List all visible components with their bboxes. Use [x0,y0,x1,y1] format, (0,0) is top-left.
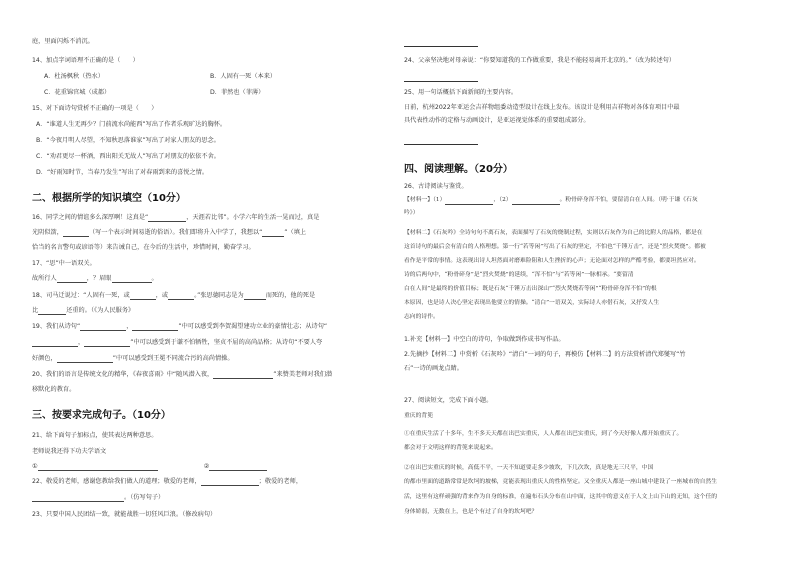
q16-line-1: 16、同学之间的情谊多么深厚啊！这真是“ ，天涯若比邻”。小学六年的生活一晃而过，真是 [32,214,320,221]
q18-blank-2[interactable] [168,293,194,300]
q23-line-1: 23、只要中国人民团结一致，就能战胜一切狂风巨浪。（修改病句） [32,511,217,518]
q21-blank-1[interactable] [38,464,158,471]
q27-line-1: 27、阅读短文，完成下面小题。 [404,397,493,404]
q20-line-1: 20、我们的语言是传统文化的精华，《春夜喜雨》中“随风潜入夜， ”来赞美老师对我们潜 [32,371,333,378]
q19-blank-1[interactable] [80,324,126,331]
q14-option-c: C．花重锦官城（成都） [44,89,111,96]
q15-stem: 15、对下面诗句赏析不正确的一项是（ ） [32,105,158,112]
q14-option-d: D．菲然也（菲薄） [210,89,265,96]
q15-option-b: B．“今夜月明人尽望，不知秋思落谁家”写出了对家人朋友的思念。 [36,137,220,144]
q27-paragraph-2-line-4: 身体娇弱，无数在上，也是个有过了自身的坎坷吧？ [404,509,538,515]
q26-material-2-line-2: 这首诗句的最后会有清白的人格理想。第一行“若等闲”写出了石灰的坚定，不怕也“千锤万击”，还是“烈火焚烧”。都被 [404,244,706,250]
q17-line-1: 17、“思”中一语双关。 [32,260,96,267]
q26-blank-2[interactable] [512,198,560,205]
q14-option-a: A．杜汤枫秋（热水） [44,73,104,80]
q26-subquestion-2: 2.先摘抄【材料二】中赏析《石灰吟》“清白”一词的句子，再模仿【材料二】的方法赏析清代郑燮写“竹 [404,351,686,358]
q17-blank-2[interactable] [112,276,152,283]
q27-paragraph-2-line-3: 活，这里有这样顽强的背来作为自身的标准，在遍布石头分布在山中面，这其中的意义在于人文上山下山的无知，这个任的 [404,494,718,500]
q27-paragraph-2-line-1: ②在出巴实重庆的时候，高低不平，一天不知道要走多少坡坎，下几次坎，真是地无三尺平，中国 [404,465,654,471]
q26-material-1: 【材料一】（1） ，（2） 。粉骨碎身浑不怕，要留清白在人间。（明·于谦《石灰 [404,197,698,203]
q15-option-c: C．“劝君更尽一杯酒，西出阳关无故人”写出了对朋友的依依不舍。 [36,153,220,160]
q19-line-3: 好颜色， ”中可以感受到王冕不同流合污的高尚情操。 [32,355,234,362]
q18-line-2: 比 还重的。（《为人民服务》 [32,307,135,314]
section-2-title: 二、根据所学的知识填空（10分） [32,193,186,204]
q26-material-2-line-3: 看作是平常的事情。这表现出诗人坦然面对磨难险阻和人生挫折的心声；无论面对怎样的严酷考验，都要坦然应对。 [404,258,700,264]
q27-paragraph-1-line-1: ①在重庆生活了十多年，生不多天天都在出巴实重庆，人人都在出巴实重庆，到了今天好像人都开始重庆了。 [404,431,683,437]
section-4-title: 四、阅读理解。（20分） [404,164,513,175]
q26-material-2-line-4: 诗的后两句中，“粉骨碎身”是“烈火焚烧”的延续，“浑不怕”与“若等闲”一脉相承。“要留清 [404,272,634,278]
q26-material-2-line-5: 白在人间”是最终的价值目标；既是石灰“千锤万击出深山”“烈火焚烧若等闲”“粉骨碎身浑不怕”的根 [404,286,657,292]
q25-line-1: 25、用一句话概括下面新闻的主要内容。 [404,89,518,96]
q19-blank-4[interactable] [84,340,130,347]
q19-blank-5[interactable] [57,356,113,363]
q20-blank-1[interactable] [213,372,273,379]
q27-article-title: 重庆的背篼 [404,413,433,419]
q15-option-d: D．“好雨知时节，当春乃发生”写出了对春雨到来的喜悦之情。 [36,169,209,176]
q21-line-2: 老师说我还得下功夫学语文 [32,448,107,455]
q25-line-3: 具代表性动作的定格与动画设计，是亚运视觉体系的重要组成部分。 [404,117,590,124]
q16-blank-1[interactable] [148,215,186,222]
q15-option-a: A．“谁道人生无再少？门前流水尚能西”写出了作者乐观旷达的胸怀。 [36,121,227,128]
q16-blank-3[interactable] [262,230,284,237]
q19-line-1: 19、我们从诗句“ ， ”中可以感受到李贺渴望建功立业的豪情壮志；从诗句“ [32,323,328,330]
q27-paragraph-1-line-2: 都会对于文明这样的背篼来说起来。 [404,445,497,451]
q17-blank-1[interactable] [57,276,87,283]
q19-blank-3[interactable] [32,340,78,347]
q21-answer-row: ① ② [32,463,267,471]
section-3-title: 三、按要求完成句子。（10分） [32,410,171,421]
q21-line-1: 21、给下面句子加标点，使其表达两种意思。 [32,432,158,439]
q16-line-3: 恰当的名言警句或谚语等）来告诫自己，在今后的生活中，珍惜时间，勤奋学习。 [32,244,255,251]
answer-line-q25[interactable] [404,144,478,145]
q22-blank-2[interactable] [32,495,124,502]
q26-material-2-line-7: 志向的诗作。 [404,314,439,320]
answer-line-q24[interactable] [404,81,478,82]
q26-subquestion-1: 1.补充【材料一】中空白的诗句，争取做到作成书写作品。 [404,336,565,343]
q17-line-2: 故所行人 ，？眉眼 。 [32,275,158,282]
q14-stem: 14、加点字词语理不正确的是（ ） [32,57,139,64]
q19-blank-2[interactable] [132,324,178,331]
q26-material-2-line-6: 本原因，也是诗人决心坚定表现出他要立的情操。“清白”一语双关，实际诗人亦借石灰，又抒发人生 [404,300,660,306]
q16-blank-2[interactable] [63,230,89,237]
q26-material-1-end: 吟》） [404,210,419,216]
q26-subquestion-2-end: 石”一诗的画龙点睛。 [404,365,463,372]
q19-line-2: ， ”中可以感受到于谦不怕牺牲，坚贞不屈的高尚品格；从诗句“不要人夸 [32,339,322,347]
q22-blank-1[interactable] [201,479,259,486]
q22-line-1: 22、敬爱的老师，感谢您教给我们做人的道理；敬爱的老师， ；敬爱的老师， [32,478,303,485]
q21-blank-2[interactable] [209,464,267,471]
q18-line-1: 18、司马迁说过：“人固有一死，或 ，或 。”张思德同志是为 而死的，他的死是 [32,292,316,299]
continued-text: 庭，里面闪烁不消沉。 [32,38,94,45]
q26-blank-1[interactable] [445,198,493,205]
q18-blank-3[interactable] [244,293,266,300]
q24-line-1: 24、父亲坚决地对母亲说：“你要知道我的工作做重要，我是不能轻易离开北京的。”（改为转述句） [404,57,676,64]
q22-line-2: 。（仿写句子） [32,494,164,502]
q26-line-1: 26、古诗阅读与鉴赏。 [404,183,468,190]
q27-paragraph-2-line-2: 的都市里面的道路常常是坎坷的坡梯，竟能表现出重庆人的性格坚定。又全重庆人都是一座山城中建设了一座城市的自然生 [404,479,718,485]
q20-line-2: 移默化的教育。 [32,386,76,393]
q18-blank-4[interactable] [38,308,66,315]
q25-line-2: 日前，杭州2022年亚运会吉祥物组委动造型设计在线上发布。该设计是利用吉祥物对各体育项目中最 [404,104,680,111]
q16-line-2: 光阴似箭， （写一个表示时间易逝的俗语）。我们即将升入中学了，我想以“ ”（填上 [32,229,307,236]
q26-material-2-line-1: 【材料二】《石灰吟》全诗句句不离石灰，表面描写了石灰的烧制过程，实则以石灰作为自己的比附人的品格，都是在 [404,230,703,236]
q18-blank-1[interactable] [130,293,156,300]
q14-option-b: B．人固有一死（本来） [210,73,277,80]
answer-line-q23[interactable] [404,46,478,47]
